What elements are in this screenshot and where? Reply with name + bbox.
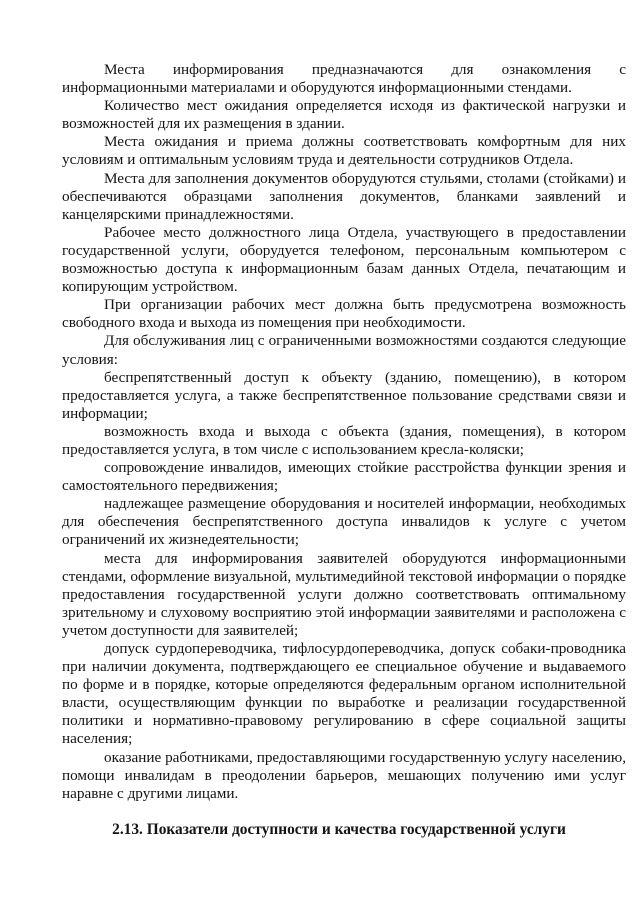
paragraph-waiting-count: Количество мест ожидания определяется исходя из фактической нагрузки и возможностей для их размещения в здании. xyxy=(62,97,626,133)
paragraph-waiting-comfort: Места ожидания и приема должны соответствовать комфортным для них условиям и оптимальным условиям труда и деятельности сотрудников Отдела. xyxy=(62,133,626,169)
list-item-equipment-placement: надлежащее размещение оборудования и носителей информации, необходимых для обеспечения беспрепятственного доступа инвалидов к услуге с учетом ограничений их жизнедеятельности; xyxy=(62,495,626,549)
list-item-interpreters: допуск сурдопереводчика, тифлосурдопереводчика, допуск собаки-проводника при наличии документа, подтверждающего ее специальное обучение и выдаваемого по форме и в порядке, которые определяются федеральным органом исполнительной власти, осуществляющим функции по выработке и реализации государственной политики и нормативно-правовому регулированию в сфере социальной защиты населения; xyxy=(62,640,626,748)
list-item-entry-exit: возможность входа и выхода с объекта (здания, помещения), в котором предоставляется услуга, в том числе с использованием кресла-коляски; xyxy=(62,422,626,458)
paragraph-disabled-conditions: Для обслуживания лиц с ограниченными возможностями создаются следующие условия: xyxy=(62,332,626,368)
paragraph-info-places: Места информирования предназначаются для ознакомления с информационными материалами и оборудуются информационными стендами. xyxy=(62,61,626,97)
section-heading: 2.13. Показатели доступности и качества государственной услуги xyxy=(112,820,566,838)
paragraph-free-entry: При организации рабочих мест должна быть предусмотрена возможность свободного входа и выхода из помещения при необходимости. xyxy=(62,296,626,332)
list-item-info-stands: места для информирования заявителей оборудуются информационными стендами, оформление визуальной, мультимедийной текстовой информации о порядке предоставления государственной услуги должно соответствовать оптимальному зрительному и слуховому восприятию этой информации заявителями и расположена с учетом доступности для заявителей; xyxy=(62,549,626,639)
list-item-escort: сопровождение инвалидов, имеющих стойкие расстройства функции зрения и самостоятельного передвижения; xyxy=(62,459,626,495)
list-item-assistance: оказание работниками, предоставляющими государственную услугу населению, помощи инвалидам в преодолении барьеров, мешающих получению ими услуг наравне с другими лицами. xyxy=(62,748,626,802)
paragraph-document-filling: Места для заполнения документов оборудуются стульями, столами (стойками) и обеспечиваются образцами заполнения документов, бланками заявлений и канцелярскими принадлежностями. xyxy=(62,169,626,223)
list-item-unhindered-access: беспрепятственный доступ к объекту (зданию, помещению), в котором предоставляется услуга, а также беспрепятственное пользование средствами связи и информации; xyxy=(62,368,626,422)
paragraph-workplace: Рабочее место должностного лица Отдела, участвующего в предоставлении государственной услуги, оборудуется телефоном, персональным компьютером с возможностью доступа к информационным базам данных Отдела, печатающим и копирующим устройством. xyxy=(62,223,626,296)
